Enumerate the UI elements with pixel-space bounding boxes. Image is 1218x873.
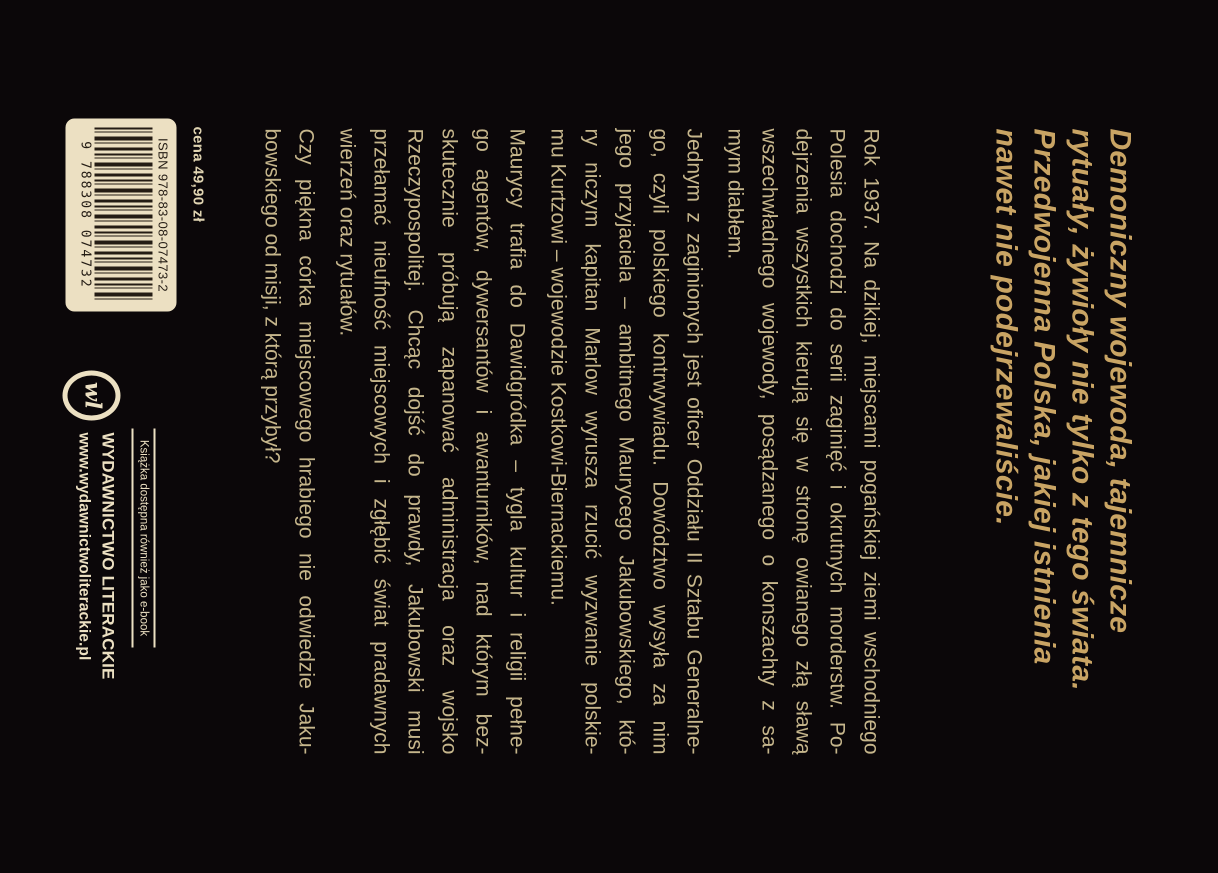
barcode-label — [65, 118, 176, 311]
barcode-digits: 9 788308 074732 — [77, 140, 92, 289]
text-line: wierzeń oraz rytuałów. — [335, 128, 358, 336]
barcode-bars-icon — [94, 127, 152, 302]
text-line: Rzeczypospolitej. Chcąc dojść do prawdy, Jakubowski musi — [403, 128, 426, 754]
text-line: go, czyli polskiego kontrwywiadu. Dowództwo wysyła za nim — [648, 128, 671, 754]
tagline-line: rytuały, żywioły nie tylko z tego świata. — [1065, 128, 1098, 691]
text-line: go agentów, dywersantów i awanturników, nad którym bez- — [471, 128, 494, 754]
text-line: wszechwładnego wojewody, posądzanego o konszachty z sa- — [757, 128, 780, 754]
text-line: Rok 1937. Na dzikiej, miejscami pogańskiej ziemi wschodniego — [859, 128, 882, 754]
tagline-line: Przedwojenna Polska, jakiej istnienia — [1027, 128, 1060, 664]
text-line: Maurycy trafia do Dawidgródka – tygla kultur i religii pełne- — [505, 128, 528, 754]
text-line: ry niczym kapitan Marlow wyrusza rzucić wyzwanie polskie- — [580, 128, 603, 754]
tagline — [986, 128, 1138, 690]
synopsis-paragraph — [254, 128, 322, 754]
synopsis-paragraph — [540, 128, 710, 754]
publisher-logo — [62, 370, 120, 420]
text-line: jego przyjaciela – ambitnego Maurycego Jakubowskiego, któ- — [614, 128, 637, 754]
price-label: cena 49,90 zł — [189, 126, 206, 222]
ebook-availability-note: Książka dostępna również jako e-book — [131, 428, 155, 647]
publisher-name: WYDAWNICTWO LITERACKIE — [98, 432, 117, 680]
tagline-line: Demoniczny wojewoda, tajemnicze — [1103, 128, 1136, 633]
synopsis-paragraph — [329, 128, 533, 754]
publisher-website: www.wydawnictwoliterackie.pl — [75, 432, 92, 660]
tagline-line: nawet nie podejrzewaliście. — [989, 128, 1022, 526]
text-line: skutecznie próbują zapanować administracja oraz wojsko — [437, 128, 460, 754]
text-line: Jednym z zaginionych jest oficer Oddziału II Sztabu Generalne- — [682, 128, 705, 754]
text-line: przełamać nieufność miejscowych i zgłębić świat pradawnych — [369, 128, 392, 754]
text-line: Polesia dochodzi do serii zaginięć i okrutnych morderstw. Po- — [825, 128, 848, 754]
text-line: mym diabłem. — [723, 128, 746, 259]
synopsis-paragraph — [717, 128, 887, 754]
text-line: Czy piękna córka miejscowego hrabiego nie odwiedzie Jaku- — [294, 128, 317, 754]
wl-monogram-icon: wl — [79, 381, 105, 409]
text-line: mu Kurtzowi – wojewodzie Kostkowi-Biernackiemu. — [546, 128, 569, 606]
synopsis — [247, 128, 887, 754]
isbn-text: ISBN 978-83-08-07473-2 — [155, 137, 170, 292]
text-line: bowskiego od misji, z którą przybył? — [260, 128, 283, 463]
text-line: dejrzenia wszystkich kierują się w stronę owianego złą sławą — [791, 128, 814, 754]
